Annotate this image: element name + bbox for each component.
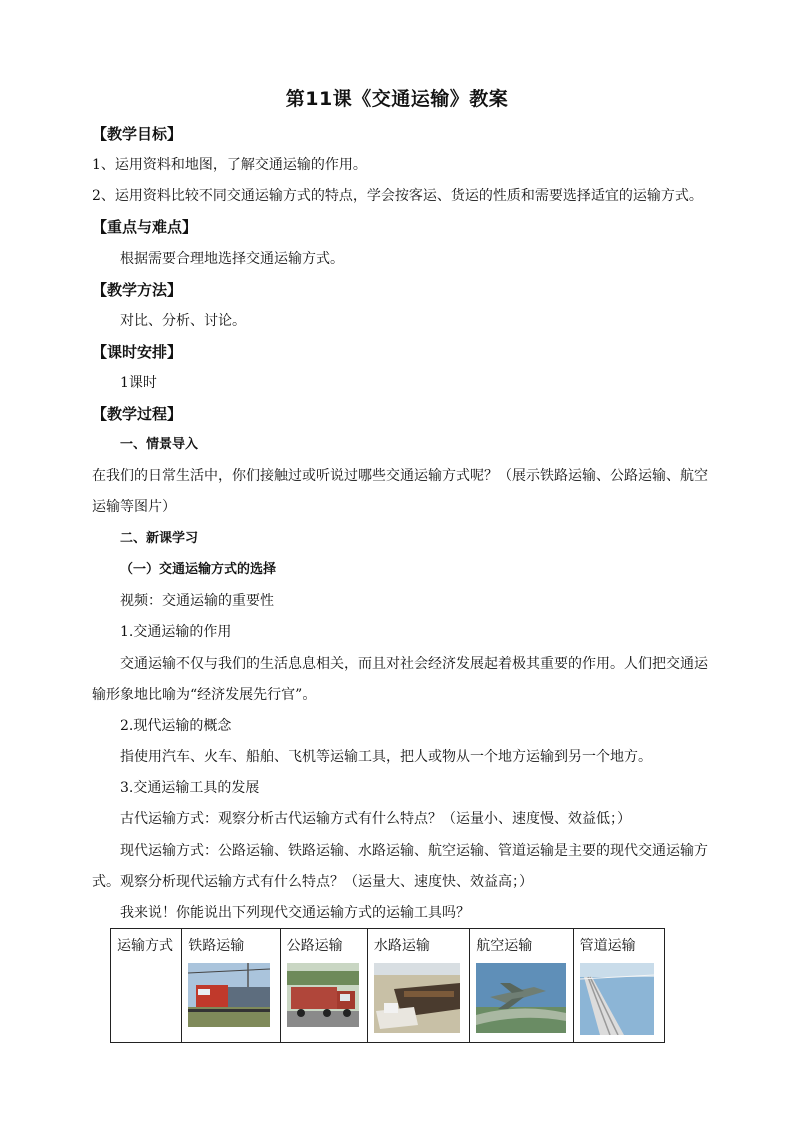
question-line: 我来说！你能说出下列现代交通运输方式的运输工具吗？ [120, 905, 470, 921]
point1-line-1: 交通运输不仅与我们的生活息息相关，而且对社会经济发展起着极其重要的作用。人们把交通运 [120, 656, 708, 672]
modern-line-1: 现代运输方式：公路运输、铁路运输、水路运输、航空运输、管道运输是主要的现代交通运输方 [120, 843, 708, 859]
schedule-heading: 【课时安排】 [92, 343, 183, 361]
point2-text: 指使用汽车、火车、船舶、飞机等运输工具，把人或物从一个地方运输到另一个地方。 [120, 749, 652, 765]
pipeline-photo-icon [580, 963, 654, 1035]
air-label: 航空运输 [476, 938, 533, 954]
goals-heading: 【教学目标】 [92, 125, 183, 143]
transport-table [110, 928, 665, 1043]
intro-line-2: 运输等图片） [92, 499, 176, 515]
train-photo-icon [188, 963, 270, 1027]
pipeline-cell [573, 929, 664, 1043]
point2-title: 2.现代运输的概念 [120, 718, 232, 734]
rail-label: 铁路运输 [188, 938, 245, 954]
table-row [111, 929, 665, 1043]
key-heading: 【重点与难点】 [92, 218, 198, 236]
ancient-transport: 古代运输方式：观察分析古代运输方式有什么特点？（运量小、速度慢、效益低；） [120, 811, 631, 827]
goal-item-1: 1、运用资料和地图，了解交通运输的作用。 [92, 157, 367, 173]
new-lesson-heading: 二、新课学习 [120, 531, 199, 546]
method-text: 对比、分析、讨论。 [120, 313, 246, 329]
goal-item-2: 2、运用资料比较不同交通运输方式的特点，学会按客运、货运的性质和需要选择适宜的运输方式。 [92, 188, 703, 204]
road-label: 公路运输 [286, 938, 343, 954]
airplane-photo-icon [476, 963, 566, 1033]
point1-line-2: 输形象地比喻为“经济发展先行官”。 [92, 687, 317, 703]
truck-photo-icon [287, 963, 359, 1027]
header-cell [111, 929, 182, 1043]
water-label: 水路运输 [373, 938, 430, 954]
modern-line-2: 式。观察分析现代运输方式有什么特点？（运量大、速度快、效益高；） [92, 874, 533, 890]
rail-cell [182, 929, 280, 1043]
air-cell [470, 929, 573, 1043]
water-cell [367, 929, 469, 1043]
key-text: 根据需要合理地选择交通运输方式。 [120, 251, 344, 267]
header-label: 运输方式 [117, 938, 173, 954]
point1-title: 1.交通运输的作用 [120, 624, 232, 640]
ship-photo-icon [374, 963, 460, 1033]
point3-title: 3.交通运输工具的发展 [120, 780, 260, 796]
part1-heading: （一）交通运输方式的选择 [120, 562, 277, 577]
schedule-text: 1课时 [120, 375, 157, 391]
page-title: 第11课《交通运输》教案 [285, 88, 509, 110]
intro-heading: 一、情景导入 [120, 437, 199, 452]
video-line: 视频：交通运输的重要性 [120, 593, 274, 609]
pipeline-label: 管道运输 [579, 938, 636, 954]
road-cell [280, 929, 367, 1043]
intro-line-1: 在我们的日常生活中，你们接触过或听说过哪些交通运输方式呢？（展示铁路运输、公路运输、航空 [92, 468, 708, 484]
method-heading: 【教学方法】 [92, 281, 183, 299]
process-heading: 【教学过程】 [92, 405, 183, 423]
